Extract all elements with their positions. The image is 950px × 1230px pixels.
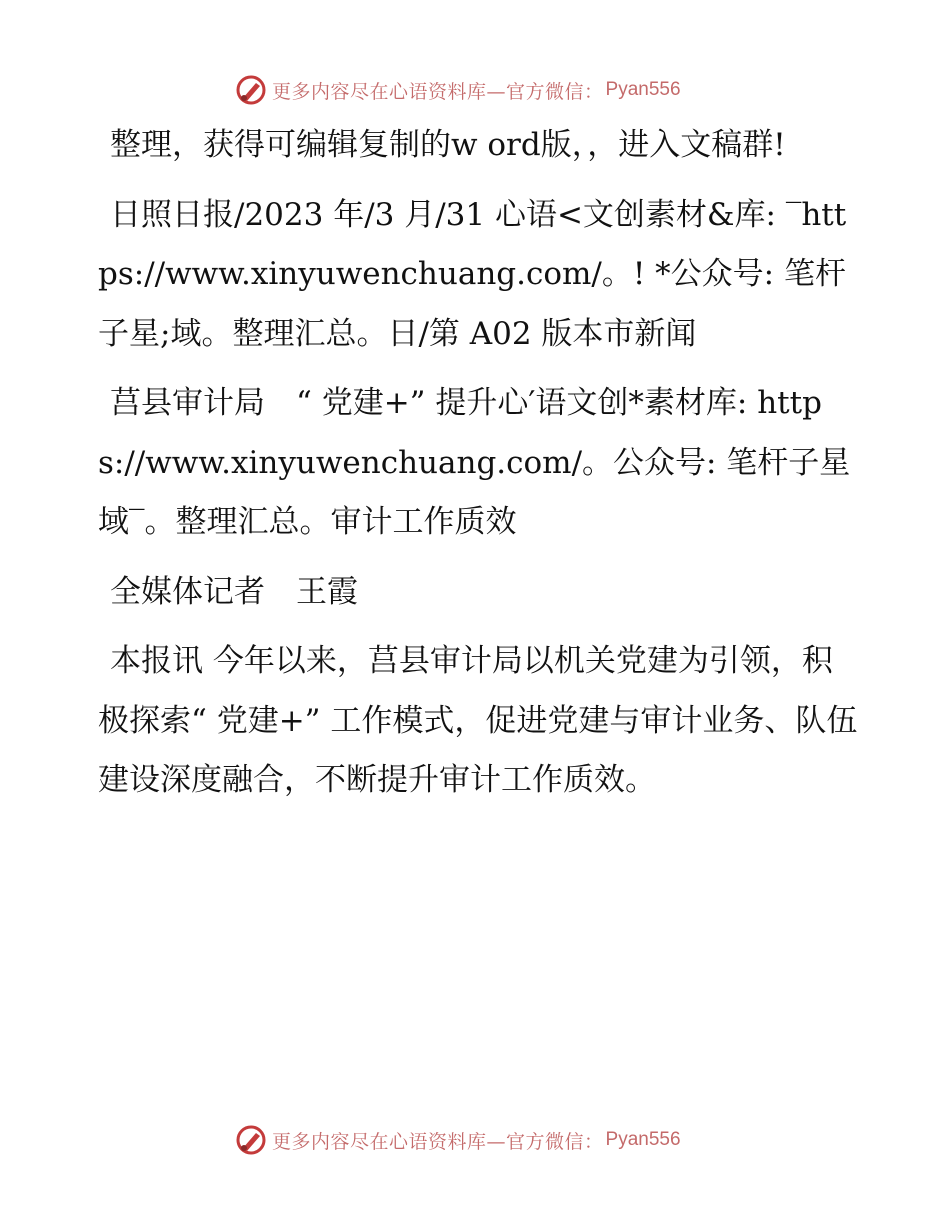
header-banner <box>234 72 681 108</box>
document-body <box>98 116 858 821</box>
pen-seal-logo-icon <box>234 73 268 107</box>
paragraph-headline: 莒县审计局 “ 党建+” 提升心′语文创*素材库: https://www.xinyuwenchuang.com/。公众号: 笔杆子星域‾。整理汇总。审计工作质效 <box>98 385 851 540</box>
pen-seal-logo-icon <box>234 1123 268 1157</box>
paragraph-source: 日照日报/2023 年/3 月/31 心语<文创素材&库: ‾https://www.xinyuwenchuang.com/。! *公众号: 笔杆子星;域。整理汇总。日/第 A02 版本市新闻 <box>98 196 847 352</box>
paragraph-byline: 全媒体记者 王霞 <box>110 573 358 610</box>
header-banner-contact: Pyan556 <box>605 79 681 100</box>
paragraph-intro: 整理，获得可编辑复制的w ord版，，进入文稿群! <box>110 127 786 163</box>
footer-banner <box>234 1122 681 1158</box>
paragraph-lead: 本报讯 今年以来，莒县审计局以机关党建为引领，积极探索“ 党建+” 工作模式，促进党建与审计业务、队伍建设深度融合，不断提升审计工作质效。 <box>98 643 858 798</box>
footer-banner-contact: Pyan556 <box>605 1129 681 1150</box>
footer-banner-text: 更多内容尽在心语资料库—官方微信： <box>272 1130 604 1153</box>
header-banner-text: 更多内容尽在心语资料库—官方微信： <box>272 80 604 103</box>
